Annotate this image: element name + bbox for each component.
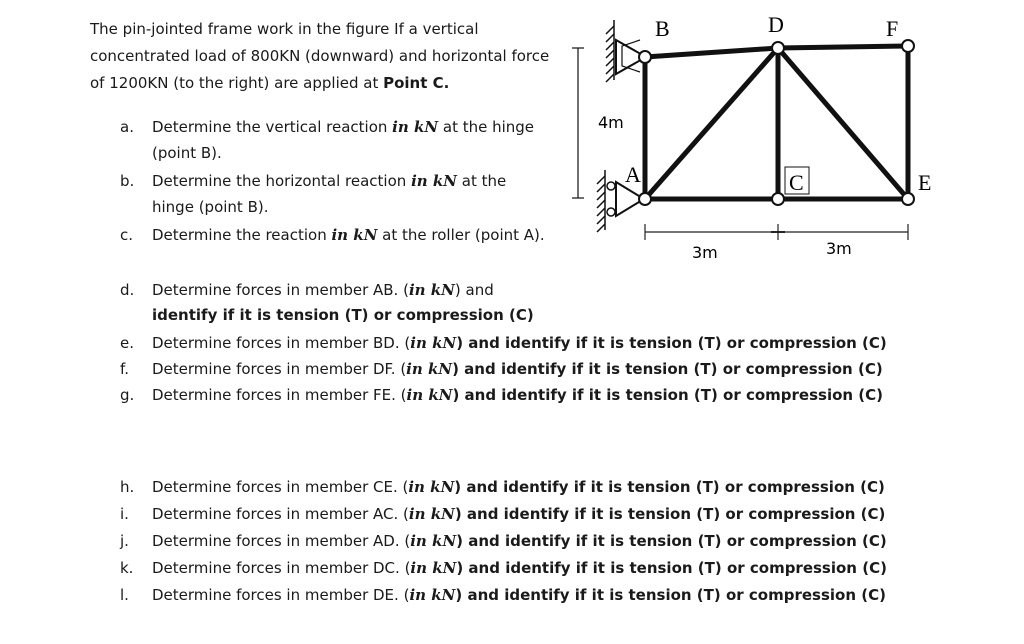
question-letter: g. (120, 386, 135, 404)
span-dimension (645, 224, 908, 240)
point-c-label: Point C. (383, 74, 450, 92)
joint-b (639, 51, 651, 63)
joint-a (639, 193, 651, 205)
label-e: E (918, 170, 932, 195)
question-letter: f. (120, 360, 129, 378)
question-letter: j. (120, 532, 129, 550)
span-left-label: 3m (692, 243, 718, 262)
label-b: B (655, 16, 670, 41)
question-letter: b. (120, 172, 135, 190)
joint-c (772, 193, 784, 205)
member-bd (645, 48, 778, 57)
truss-diagram (560, 0, 960, 280)
question-letter: k. (120, 559, 134, 577)
span-right-label: 3m (826, 239, 852, 258)
question-letter: i. (120, 505, 129, 523)
height-dimension (572, 48, 584, 198)
label-f: F (886, 16, 899, 41)
question-text: Determine forces in member DF. (in kN) and identify if it is tension (T) or compression (C) (152, 360, 883, 378)
problem-text: The pin-jointed frame work in the figure If a vertical concentrated load of 800KN (downward) and horizontal force of 1200KN (to the right) are applied at (90, 20, 550, 92)
question-letter: e. (120, 334, 134, 352)
problem-statement (90, 16, 560, 97)
question-letter: l. (120, 586, 129, 604)
question-text: Determine forces in member DC. (in kN) and identify if it is tension (T) or compression (C) (152, 559, 887, 577)
question-text: Determine forces in member DE. (in kN) and identify if it is tension (T) or compression (C) (152, 586, 886, 604)
pin-support-b (606, 20, 646, 82)
question-text: Determine the horizontal reaction in kN at the hinge (point B). (152, 172, 507, 216)
question-text: Determine forces in member AC. (in kN) and identify if it is tension (T) or compression (C) (152, 505, 886, 523)
question-text: identify if it is tension (T) or compression (C) (152, 306, 534, 324)
question-letter: h. (120, 478, 135, 496)
question-text: Determine the vertical reaction in kN at the hinge (point B). (152, 118, 535, 162)
member-ad (645, 48, 778, 199)
question-letter: c. (120, 226, 134, 244)
label-a: A (625, 162, 641, 187)
member-df (778, 46, 908, 48)
question-text: Determine forces in member FE. (in kN) and identify if it is tension (T) or compression (C) (152, 386, 884, 404)
joint-d (772, 42, 784, 54)
label-d: D (768, 12, 784, 37)
question-text: Determine forces in member AD. (in kN) and identify if it is tension (T) or compression (C) (152, 532, 887, 550)
label-c: C (789, 170, 804, 195)
joint-e (902, 193, 914, 205)
height-dim-label: 4m (598, 113, 624, 132)
question-text: Determine forces in member CE. (in kN) and identify if it is tension (T) or compression (C) (152, 478, 885, 496)
question-text: Determine forces in member BD. (in kN) and identify if it is tension (T) or compression (C) (152, 334, 887, 352)
joint-f (902, 40, 914, 52)
question-text: Determine the reaction in kN at the roller (point A). (152, 226, 545, 244)
question-letter: d. (120, 281, 135, 299)
question-text: Determine forces in member AB. (in kN) and (152, 281, 494, 299)
question-letter: a. (120, 118, 134, 136)
